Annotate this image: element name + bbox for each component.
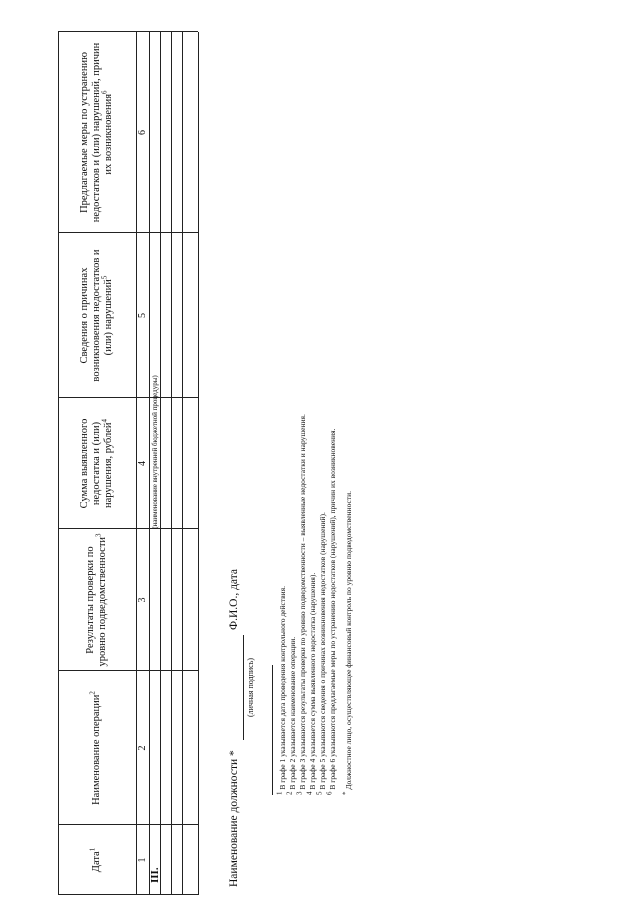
header-label: Предлагаемые меры по устранению недостатков и (или) нарушений, причин их возникновения	[79, 42, 114, 223]
signature-caption: (личная подпись)	[246, 657, 255, 718]
footnote-text: В графе 5 указываются сведения о причинах возникновения недостатков (нарушений).	[318, 512, 327, 790]
row-sep	[182, 32, 183, 895]
name-date-label: Ф.И.О., дата	[228, 569, 240, 630]
control-table	[58, 32, 198, 895]
header-label: Дата	[91, 851, 102, 873]
header-label: Наименование операции	[91, 694, 102, 805]
footnote-text: В графе 6 указываются предлагаемые меры по устранению недостатков (нарушений), причин их возникновения.	[328, 428, 337, 790]
footnote-number: 2	[285, 791, 294, 795]
footnote-ref: 4	[100, 418, 109, 423]
row-sep	[149, 32, 150, 895]
header-cell-causes	[58, 233, 136, 398]
table-border-bottom	[198, 32, 199, 895]
footnote-text: В графе 4 указывается сумма выявленного недостатка (нарушения).	[308, 572, 317, 790]
column-number: 6	[137, 130, 148, 135]
footnote-ref: 5	[100, 275, 109, 280]
column-number: 5	[137, 313, 148, 318]
footnote-text: В графе 3 указываются результаты проверки по уровню подведомственности – выявленные недостатки и нарушения.	[298, 414, 307, 790]
footnote-ref: 3	[94, 533, 103, 537]
row-sep	[171, 32, 172, 895]
footnote	[275, 586, 287, 795]
signature-line	[243, 635, 244, 740]
header-cell-date	[58, 825, 136, 895]
footnote-number: 4	[305, 791, 314, 795]
header-label: Сведения о причинах возникновения недостатков и (или) нарушений	[79, 249, 114, 382]
column-number: 1	[137, 857, 148, 863]
footnote	[315, 512, 327, 795]
footnote-number: 1	[275, 791, 284, 795]
column-number: 3	[137, 597, 148, 603]
header-cell-measures	[58, 32, 136, 233]
footnote-ref: 6	[100, 90, 109, 94]
footnote-text: В графе 2 указывается наименование операции.	[288, 636, 297, 790]
footnote-text: Должностное лицо, осуществляющее финансовый контроль по уровню подведомственности.	[344, 491, 353, 790]
footnote-ref: 1	[88, 847, 97, 852]
header-label: Сумма выявленного недостатка и (или) нарушения, рублей	[79, 418, 114, 509]
footnote	[285, 636, 297, 795]
section-caption: (наименование внутренней бюджетной процедуры)	[151, 375, 159, 529]
footnote-number: 5	[315, 791, 324, 795]
column-number: 2	[137, 745, 148, 751]
footnote-ref: 2	[88, 691, 97, 695]
header-cell-amount	[58, 398, 136, 529]
position-label: Наименование должности *	[228, 750, 240, 887]
footnote-number: 6	[325, 791, 334, 795]
footnote	[305, 572, 317, 795]
header-label: Результаты проверки по уровню подведомственности	[85, 536, 108, 667]
header-cell-operation	[58, 671, 136, 825]
footnote-text: В графе 1 указывается дата проведения контрольного действия.	[278, 586, 287, 790]
footnote-separator	[272, 665, 273, 795]
section-marker: III.	[149, 867, 161, 883]
column-number: 4	[137, 461, 148, 466]
footnote-number: 3	[295, 791, 304, 795]
footnote-number: *	[341, 791, 350, 795]
footnote	[295, 414, 307, 795]
header-cell-results	[58, 529, 136, 671]
row-sep	[160, 32, 161, 895]
footnote	[341, 491, 353, 795]
footnote	[325, 428, 337, 795]
